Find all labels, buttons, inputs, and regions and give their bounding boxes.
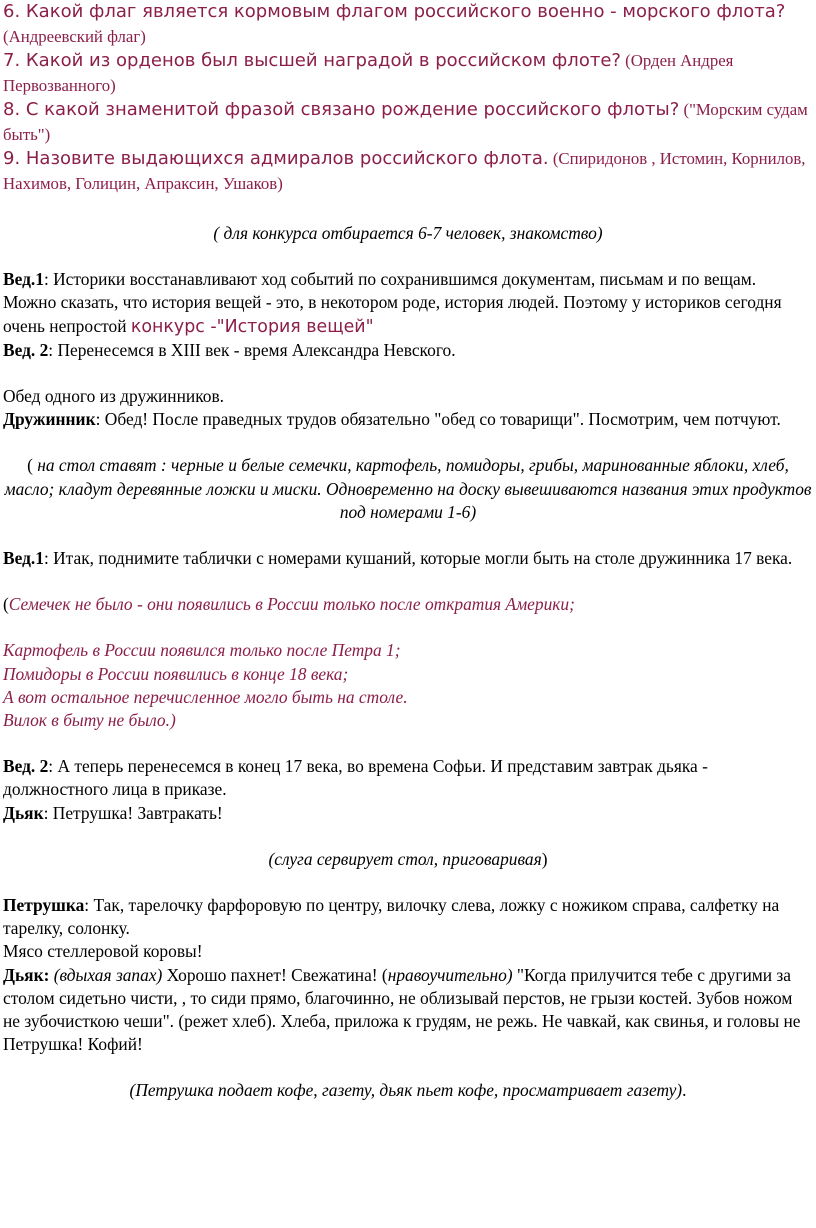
speaker-label: Вед.1 <box>3 269 44 290</box>
answer-forks: Вилок в быту не было.) <box>3 710 176 731</box>
question-6: 6. Какой флаг является кормовым флагом российского военно - морского флота? (Андреевский флаг) <box>3 1 786 46</box>
speaker-label: Дьяк: <box>3 964 50 985</box>
dyak-speech: Дьяк: (вдыхая запах) Хорошо пахнет! Свежатина! (нравоучительно) "Когда прилучится тебе с другими за столом сидетьно чисти, , то сиди прямо, благочинно, не облизывай перстов, не грызи костей. Зубов ножом не зубочисткою чеши". (режет хлеб). Хлеба, приложа к грудям, не режь. Не чавкай, как свинья, и головы не Петрушка! Кофий! <box>3 964 801 1055</box>
answer-potato: Картофель в России появился только после Петра 1; <box>3 640 401 661</box>
stage-direction-coffee: (Петрушка подает кофе, газету, дьяк пьет кофе, просматривает газету). <box>129 1080 687 1101</box>
ved2-sofia: Вед. 2: А теперь перенесемся в конец 17 века, во времена Софьи. И представим завтрак дьяка - должностного лица в приказе. <box>3 756 708 800</box>
speaker-label: Дьяк <box>3 802 44 823</box>
question-7: 7. Какой из орденов был высшей наградой в российском флоте? (Орден Андрея Первозванного) <box>3 50 734 95</box>
contest-title: конкурс -"История вещей" <box>130 316 374 337</box>
speaker-label: Петрушка <box>3 895 85 916</box>
stage-direction-servant: (слуга сервирует стол, приговаривая) <box>268 848 548 869</box>
selection-note: ( для конкурса отбирается 6-7 человек, знакомство) <box>213 223 603 243</box>
ved2-intro: Вед. 2: Перенесемся в XIII век - время Александра Невского. <box>3 339 456 360</box>
lunch-line: Обед одного из дружинников. <box>3 386 225 407</box>
meat-line: Мясо стеллеровой коровы! <box>3 941 203 962</box>
answer-tomato: Помидоры в России появились в конце 18 века; <box>3 663 349 684</box>
petrushka-line: Петрушка: Так, тарелочку фарфоровую по центру, вилочку слева, ложку с ножиком справа, салфетку на тарелку, солонку. <box>3 895 780 939</box>
ved1-question: Вед.1: Итак, поднимите таблички с номерами кушаний, которые могли быть на столе дружинника 17 века. <box>3 548 793 569</box>
answer-seeds: (Семечек не было - они появились в России только после открaтия Америки; <box>3 594 575 615</box>
question-8: 8. С какой знаменитой фразой связано рождение российского флоты? ("Морским судам быть") <box>3 99 808 144</box>
stage-direction-table: ( на стол ставят : черные и белые семечки, картофель, помидоры, грибы, маринованные яблоки, хлеб, масло; кладут деревянные ложки и миски. Одновременно на доску вывешиваются названия этих продуктов под номерами 1-6) <box>4 455 812 522</box>
ved1-intro: Вед.1: Историки восстанавливают ход событий по сохранившимся документам, письмам и по вещам. Можно сказать, что история вещей - это, в некотором роде, история людей. Поэтому у историков сегодня очень непростой конкурс -"История вещей" <box>3 269 782 337</box>
speaker-label: Вед. 2 <box>3 756 49 777</box>
answer-rest: А вот остальное перечисленное могло быть на столе. <box>3 686 408 707</box>
dyak-call: Дьяк: Петрушка! Завтракать! <box>3 802 223 823</box>
quiz-questions <box>3 0 813 196</box>
speaker-label: Вед.1 <box>3 548 44 569</box>
question-9: 9. Назовите выдающихся адмиралов российского флота. (Спиридонов , Истомин, Корнилов, Нахимов, Голицин, Апраксин, Ушаков) <box>3 148 806 193</box>
speaker-label: Дружинник <box>3 409 96 430</box>
druzhinnik-line: Дружинник: Обед! После праведных трудов обязательно "обед со товарищи". Посмотрим, чем потчуют. <box>3 409 781 430</box>
speaker-label: Вед. 2 <box>3 339 49 360</box>
